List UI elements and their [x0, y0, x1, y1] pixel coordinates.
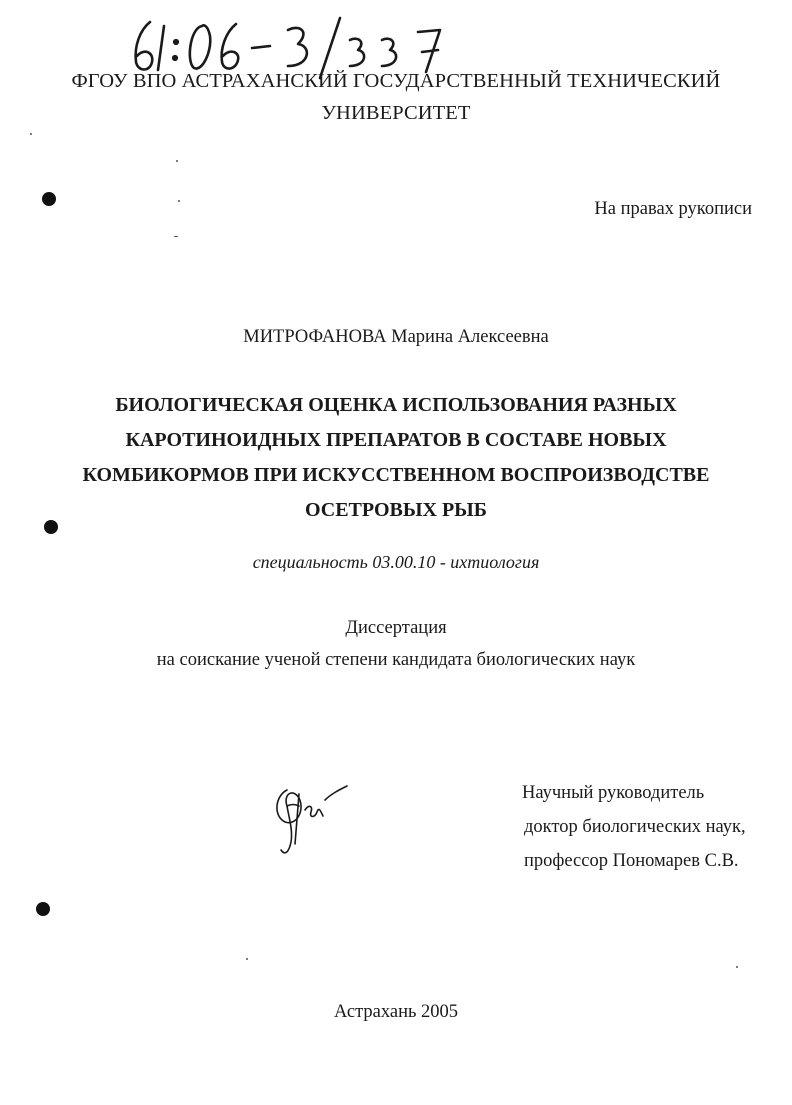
degree-line: на соискание ученой степени кандидата биологических наук — [156, 650, 636, 670]
title-line: БИОЛОГИЧЕСКАЯ ОЦЕНКА ИСПОЛЬЗОВАНИЯ РАЗНЫХ — [115, 394, 677, 416]
dissertation-type: Диссертация — [345, 618, 447, 638]
scan-speck — [246, 958, 248, 960]
binding-hole — [42, 192, 56, 206]
scan-speck — [174, 236, 178, 237]
supervisor-block — [522, 776, 746, 878]
specialty-line: специальность 03.00.10 - ихтиология — [252, 552, 540, 572]
author-signature — [265, 770, 360, 865]
binding-hole — [36, 902, 50, 916]
scan-speck — [736, 966, 738, 968]
supervisor-name: профессор Пономарев С.В. — [524, 851, 739, 871]
title-line: ОСЕТРОВЫХ РЫБ — [304, 499, 488, 521]
dissertation-title — [0, 388, 792, 528]
author-name: МИТРОФАНОВА Марина Алексеевна — [243, 327, 549, 347]
title-line: КАРОТИНОИДНЫХ ПРЕПАРАТОВ В СОСТАВЕ НОВЫХ — [125, 429, 667, 451]
institution-line-2: УНИВЕРСИТЕТ — [321, 102, 471, 124]
rights-note: На правах рукописи — [594, 199, 752, 219]
title-line: КОМБИКОРМОВ ПРИ ИСКУССТВЕННОМ ВОСПРОИЗВОДСТВЕ — [82, 464, 710, 486]
supervisor-degree: доктор биологических наук, — [524, 817, 746, 837]
scan-speck — [30, 133, 32, 135]
scan-speck — [178, 200, 180, 202]
scan-speck — [176, 160, 178, 162]
binding-hole — [44, 520, 58, 534]
supervisor-label: Научный руководитель — [522, 783, 705, 803]
city-year: Астрахань 2005 — [333, 1002, 459, 1022]
institution-line-1: ФГОУ ВПО АСТРАХАНСКИЙ ГОСУДАРСТВЕННЫЙ ТЕХНИЧЕСКИЙ — [71, 70, 721, 92]
